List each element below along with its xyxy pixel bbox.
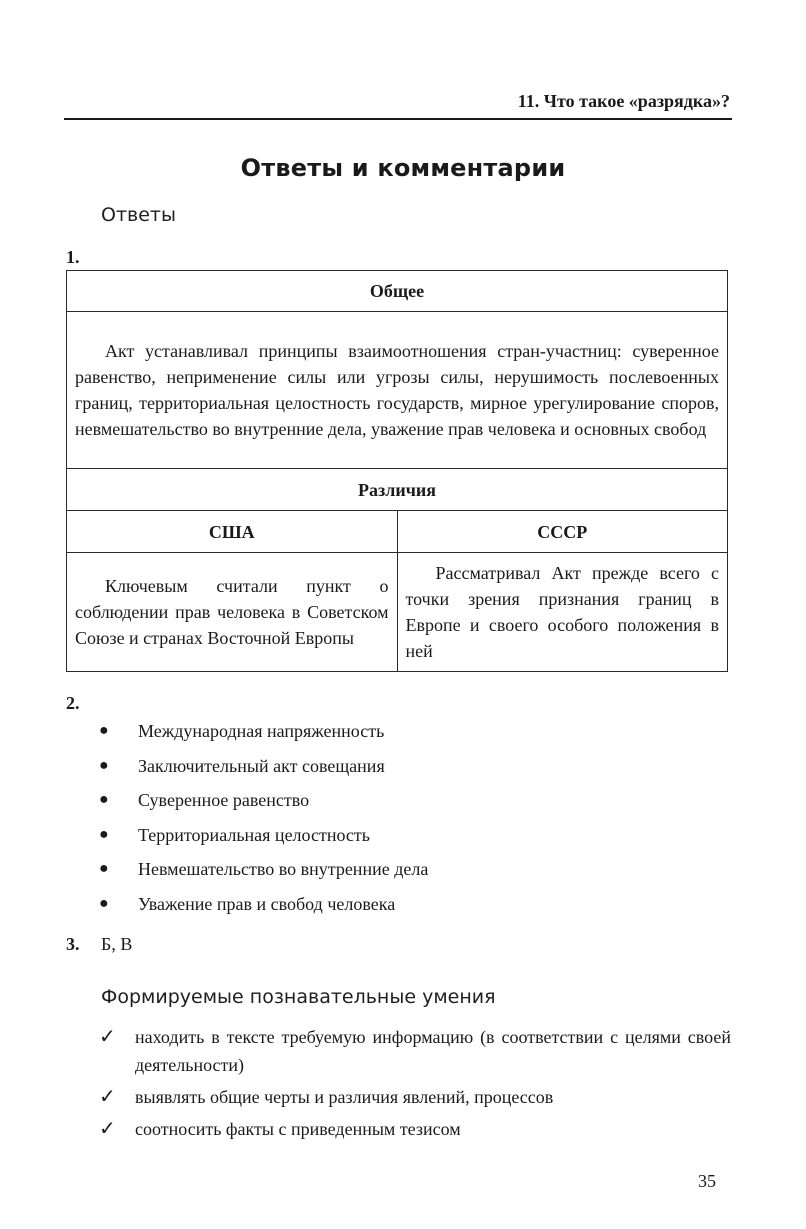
skills-list [99,1023,731,1147]
comparison-table [66,270,728,672]
check-icon: ✓ [99,1086,116,1108]
bullet-icon: ● [99,894,109,912]
page-number: 35 [698,1171,716,1191]
common-text-cell: Акт устанавливал принципы взаимоотношения стран-участниц: суверенное равенство, неприменение силы или угрозы силы, нерушимость послевоенных границ, территориальная целостность государств, мирное урегулирование споров, невмешательство во внутренние дела, уважение прав человека и основных свобод [67,312,728,469]
running-header-title: 11. Что такое «разрядка»? [517,91,730,111]
bullet-icon: ● [99,860,109,877]
bullet-icon: ● [99,756,109,774]
column-header-ussr: СССР [397,511,728,553]
bullet-icon: ● [99,722,109,739]
check-icon: ✓ [99,1026,116,1048]
question-2-number: 2. [66,693,80,713]
question-3-number: 3. [66,934,80,954]
bullet-icon: ● [99,825,109,843]
list-item: ● Уважение прав и свобод человека [99,891,428,926]
list-item: ● Международная напряженность [99,718,428,753]
list-item: ✓ выявлять общие черты и различия явлений, процессов [99,1083,731,1111]
table-row [67,553,728,672]
differences-header-cell: Различия [67,469,728,511]
skills-title: Формируемые познавательные умения [101,986,496,1008]
table-row [67,271,728,312]
list-item: ✓ находить в тексте требуемую информацию (в соответствии с целями своей деятельности) [99,1023,731,1079]
bullet-icon: ● [99,791,109,808]
list-item: ● Суверенное равенство [99,787,428,822]
list-item: ● Невмешательство во внутренние дела [99,856,428,891]
list-item: ✓ соотносить факты с приведенным тезисом [99,1115,731,1143]
ussr-cell: Рассматривал Акт прежде всего с точки зрения признания границ в Европе и своего особого положения в ней [397,553,728,672]
terms-list [99,718,428,925]
list-item: ● Территориальная целостность [99,822,428,857]
question-3-answer: Б, В [101,934,133,954]
section-title: Ответы и комментарии [240,154,566,182]
question-1-number: 1. [66,247,80,267]
common-header-cell: Общее [67,271,728,312]
usa-cell: Ключевым считали пункт о соблюдении прав человека в Советском Союзе и странах Восточной Европы [67,553,398,672]
check-icon: ✓ [99,1118,116,1140]
column-header-usa: США [67,511,398,553]
answers-subtitle: Ответы [101,204,176,226]
table-row [67,469,728,511]
list-item: ● Заключительный акт совещания [99,753,428,788]
header-rule [64,118,732,120]
table-row [67,511,728,553]
table-row [67,312,728,469]
